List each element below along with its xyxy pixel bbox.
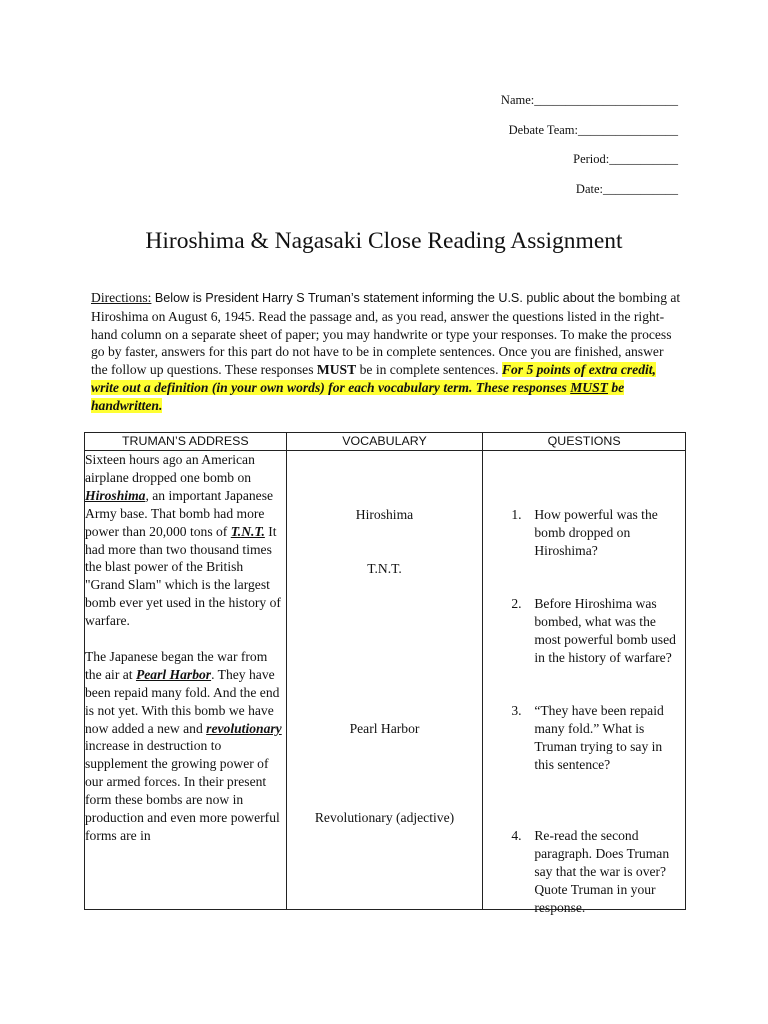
question-3	[511, 702, 681, 774]
table-header-row	[85, 433, 686, 451]
directions-body-1: bombing at Hiroshima on August 6, 1945. Read the passage and, as you read, answer the questions listed in the right-hand column on a separate sheet of paper; you may handwrite or type your responses. To make the process go by faster, answers for this part do not have to be in complete sentences. Once you are finished, answer the follow up questions. These responses	[91, 290, 681, 378]
address-text: It had more than two thousand times the blast power of the British "Grand Slam" which is the largest bomb ever yet used in the history of warfare.	[85, 523, 281, 629]
question-2	[511, 595, 681, 667]
questions-cell	[483, 451, 686, 915]
name-field: Name:_______________________	[500, 93, 678, 107]
address-text: , an important Japanese Army base. That bomb had more power than 20,000 tons of	[85, 487, 274, 539]
directions-label: Directions:	[91, 290, 152, 305]
vocab-pearl-harbor: Pearl Harbor	[349, 721, 420, 736]
question-text: Before Hiroshima was bombed, what was the most powerful bomb used in the history of warfare?	[534, 596, 676, 665]
directions-intro: Below is President Harry S Truman’s statement informing the U.S. public about the	[151, 291, 616, 305]
vocab-revolutionary: Revolutionary (adjective)	[314, 810, 455, 825]
page-title: Hiroshima & Nagasaki Close Reading Assignment	[145, 228, 623, 254]
directions-paragraph	[91, 289, 681, 415]
question-text: “They have been repaid many fold.” What is Truman trying to say in this sentence?	[534, 703, 664, 772]
question-number: 4.	[511, 828, 522, 843]
address-text: The Japanese began the war from the air at	[85, 648, 268, 682]
date-field: Date:____________	[575, 182, 678, 196]
question-number: 1.	[511, 507, 522, 522]
keyword-hiroshima: Hiroshima	[85, 487, 146, 503]
question-number: 3.	[511, 703, 522, 718]
keyword-tnt: T.N.T.	[230, 523, 265, 539]
must-emphasis-2: MUST	[570, 379, 608, 395]
question-text: How powerful was the bomb dropped on Hiroshima?	[534, 507, 658, 558]
extra-credit-text-1: For 5 points of extra credit, write out a definition (in your own words) for each vocabulary term. These responses	[91, 362, 656, 395]
question-text: Re-read the second paragraph. Does Truman say that the war is over? Quote Truman in your response.	[534, 828, 670, 915]
header-vocabulary: VOCABULARY	[286, 433, 483, 451]
header-trumans-address: TRUMAN’S ADDRESS	[85, 433, 287, 451]
question-1	[511, 506, 681, 560]
address-text-cell	[85, 451, 287, 910]
table-row	[85, 451, 686, 910]
keyword-revolutionary: revolutionary	[206, 720, 282, 736]
vocabulary-cell	[286, 451, 483, 910]
vocab-tnt: T.N.T.	[367, 561, 402, 576]
header-questions: QUESTIONS	[483, 433, 686, 451]
reading-table	[84, 432, 686, 915]
keyword-pearl-harbor: Pearl Harbor	[135, 666, 212, 682]
vocab-hiroshima: Hiroshima	[355, 507, 414, 522]
address-paragraph-1	[85, 451, 286, 630]
period-field: Period:___________	[573, 152, 678, 166]
directions-body-2: be in complete sentences.	[356, 362, 502, 378]
question-4	[511, 827, 681, 917]
address-text: . They have been repaid many fold. And the end is not yet. With this bomb we have now added a new and	[85, 666, 280, 736]
debate-team-field: Debate Team:________________	[508, 123, 678, 137]
address-text: increase in destruction to supplement the growing power of our armed forces. In their present form these bombs are now in production and even more powerful forms are in	[85, 738, 280, 844]
question-number: 2.	[511, 596, 522, 611]
extra-credit-text-2: be handwritten.	[91, 379, 625, 413]
address-text: Sixteen hours ago an American airplane dropped one bomb on	[85, 452, 255, 485]
address-paragraph-2	[85, 648, 286, 845]
must-emphasis-1: MUST	[316, 362, 357, 378]
